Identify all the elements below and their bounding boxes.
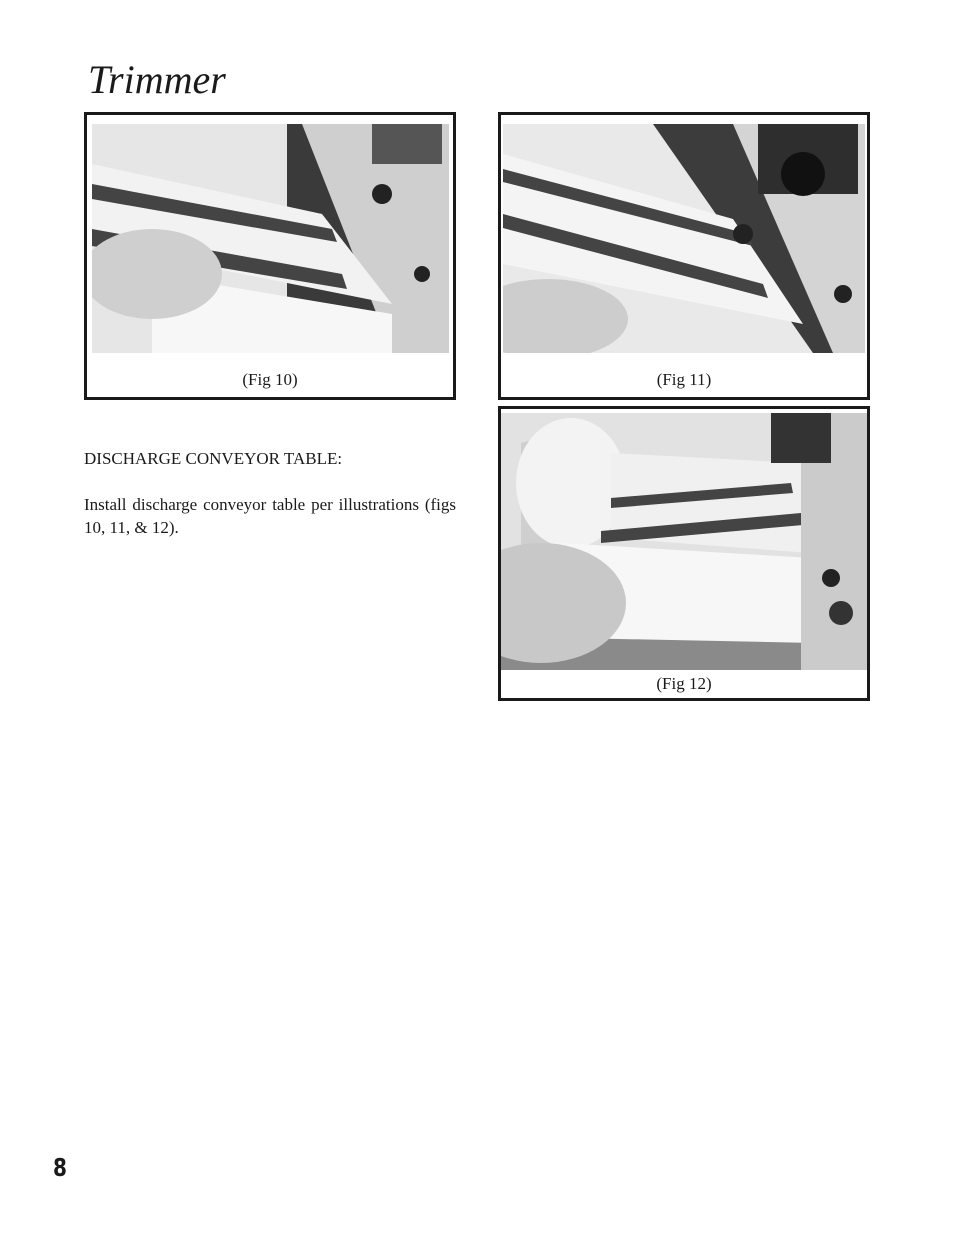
conveyor-photo-fig-12 [501,413,867,670]
section-body: Install discharge conveyor table per illustrations (figs 10, 11, & 12). [84,495,456,537]
page-number: 8 [53,1153,67,1182]
section-heading: DISCHARGE CONVEYOR TABLE: [84,449,343,468]
figure-caption: (Fig 11) [656,370,712,389]
figure-12 [498,406,870,701]
figure-10 [84,112,456,400]
figure-11 [498,112,870,400]
conveyor-photo-fig-10 [92,124,449,353]
figure-caption: (Fig 12) [656,674,712,693]
conveyor-photo-fig-11 [503,124,865,353]
page-title: Trimmer [88,57,226,102]
figure-caption: (Fig 10) [242,370,298,389]
